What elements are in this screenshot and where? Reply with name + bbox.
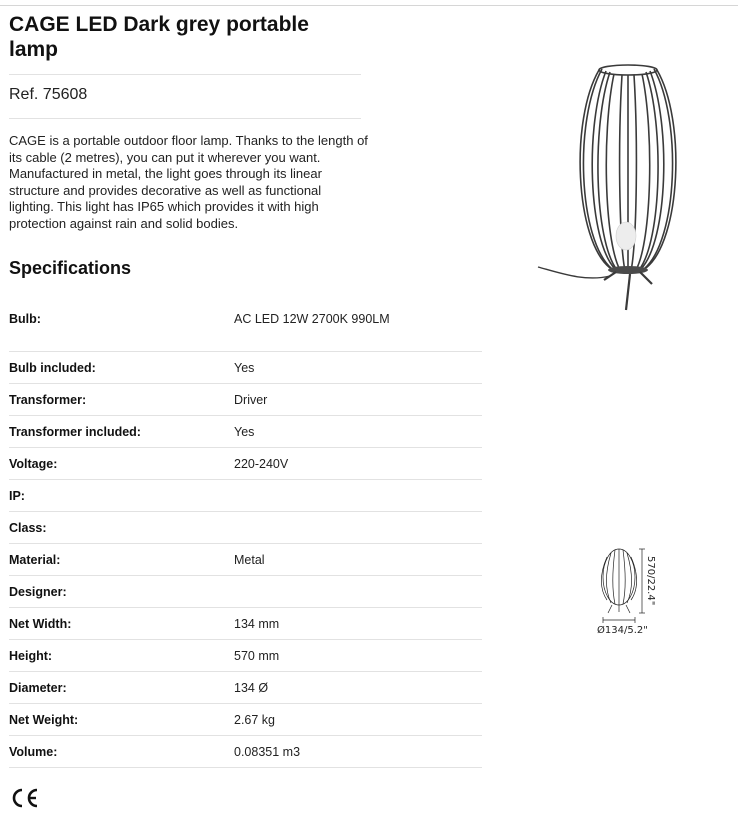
spec-row	[9, 672, 482, 704]
spec-row	[9, 704, 482, 736]
lamp-product-image	[530, 40, 730, 315]
spec-row	[9, 640, 482, 672]
spec-row	[9, 512, 482, 544]
spec-value: 134 Ø	[234, 681, 269, 695]
spec-row	[9, 384, 482, 416]
spec-label: Height:	[9, 649, 53, 663]
spec-value: 2.67 kg	[234, 713, 276, 727]
spec-label: Net Weight:	[9, 713, 79, 727]
product-reference: Ref. 75608	[9, 86, 88, 103]
spec-label: Bulb:	[9, 312, 41, 326]
spec-row	[9, 608, 482, 640]
spec-label: Transformer:	[9, 393, 87, 407]
spec-label: Voltage:	[9, 457, 58, 471]
title-divider	[9, 74, 361, 75]
spec-label: Class:	[9, 521, 47, 535]
spec-value: Yes	[234, 425, 255, 439]
spec-row	[9, 736, 482, 768]
spec-label: Bulb included:	[9, 361, 96, 375]
height-dimension-label: 570/22.4"	[645, 556, 656, 606]
spec-value: AC LED 12W 2700K 990LM	[234, 312, 390, 326]
product-title: CAGE LED Dark grey portable lamp	[9, 13, 309, 61]
spec-value: 220-240V	[234, 457, 289, 471]
spec-label: Designer:	[9, 585, 67, 599]
spec-label: Diameter:	[9, 681, 67, 695]
spec-row	[9, 480, 482, 512]
product-description: CAGE is a portable outdoor floor lamp. Thanks to the length of its cable (2 metres), you can put it wherever you want. Manufactured in metal, the light goes through its linear structure and provides decorative as well as functional lighting. This light has IP65 which provides it with high protection against rain and solid bodies.	[9, 133, 368, 231]
spec-row	[9, 448, 482, 480]
specifications-heading: Specifications	[9, 258, 132, 278]
spec-value: 0.08351 m3	[234, 745, 301, 759]
spec-label: Material:	[9, 553, 61, 567]
spec-row	[9, 295, 482, 352]
spec-row	[9, 352, 482, 384]
spec-value: Yes	[234, 361, 255, 375]
spec-label: Volume:	[9, 745, 58, 759]
spec-label: Transformer included:	[9, 425, 141, 439]
spec-label: IP:	[9, 489, 25, 503]
reference-divider	[9, 118, 361, 119]
top-divider	[0, 5, 738, 6]
spec-value: 570 mm	[234, 649, 280, 663]
spec-row	[9, 576, 482, 608]
spec-row	[9, 544, 482, 576]
spec-value: 134 mm	[234, 617, 280, 631]
diameter-dimension-label: Ø134/5.2"	[597, 625, 648, 636]
spec-row	[9, 416, 482, 448]
spec-value: Metal	[234, 553, 265, 567]
spec-value: Driver	[234, 393, 268, 407]
spec-label: Net Width:	[9, 617, 72, 631]
ce-mark-icon	[10, 787, 40, 809]
specifications-table	[9, 295, 482, 768]
